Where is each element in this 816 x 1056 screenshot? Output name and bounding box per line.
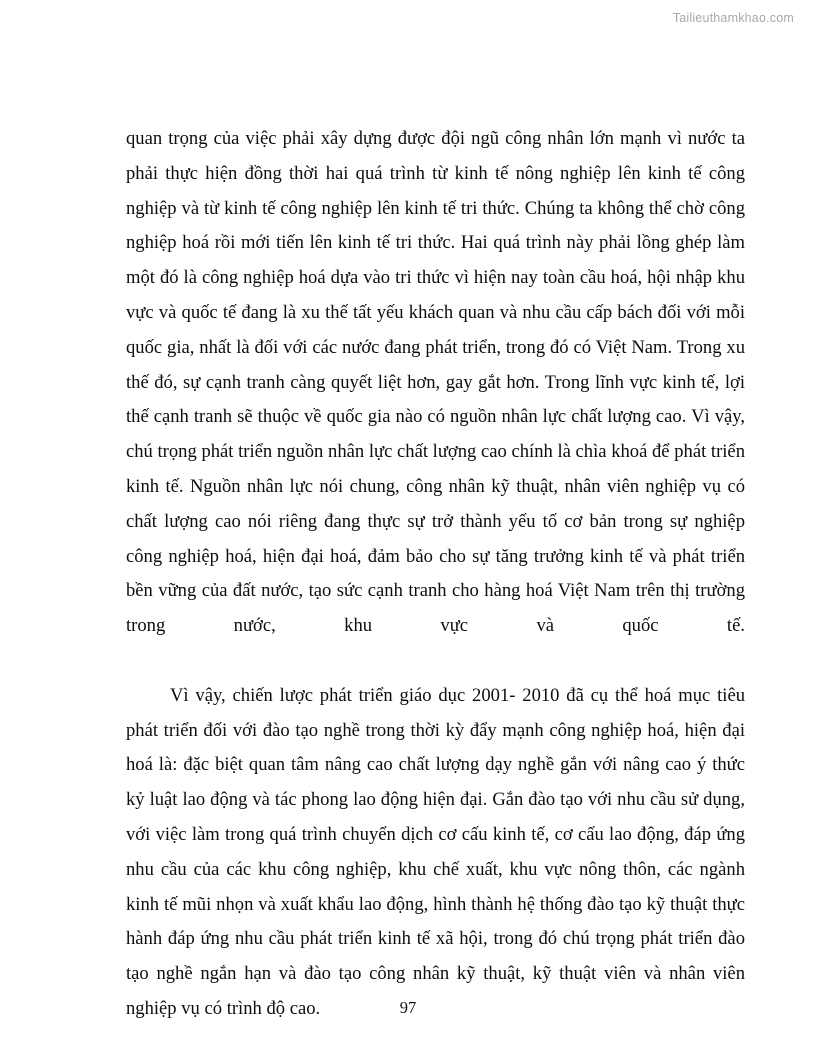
watermark-text: Tailieuthamkhao.com bbox=[672, 11, 794, 25]
body-paragraph-2: Vì vậy, chiến lược phát triển giáo dục 2001- 2010 đã cụ thể hoá mục tiêu phát triển đối với đào tạo nghề trong thời kỳ đẩy mạnh công nghiệp hoá, hiện đại hoá là: đặc biệt quan tâm nâng cao chất lượng dạy nghề gắn với nâng cao ý thức kỷ luật lao động và tác phong lao động hiện đại. Gắn đào tạo với nhu cầu sử dụng, với việc làm trong quá trình chuyển dịch cơ cấu kinh tế, cơ cấu lao động, đáp ứng nhu cầu của các khu công nghiệp, khu chế xuất, khu vực nông thôn, các ngành kinh tế mũi nhọn và xuất khẩu lao động, hình thành hệ thống đào tạo kỹ thuật thực hành đáp ứng nhu cầu phát triển kinh tế xã hội, trong đó chú trọng phát triển đào tạo nghề ngắn hạn và đào tạo công nhân kỹ thuật, kỹ thuật viên và nhân viên nghiệp vụ có trình độ cao. bbox=[126, 684, 745, 1019]
document-text-body bbox=[126, 122, 745, 1027]
body-paragraph-1: quan trọng của việc phải xây dựng được đội ngũ công nhân lớn mạnh vì nước ta phải thực hiện đồng thời hai quá trình từ kinh tế nông nghiệp lên kinh tế công nghiệp và từ kinh tế công nghiệp lên kinh tế tri thức. Chúng ta không thể chờ công nghiệp hoá rồi mới tiến lên kinh tế tri thức. Hai quá trình này phải lồng ghép làm một đó là công nghiệp hoá dựa vào tri thức vì hiện nay toàn cầu hoá, hội nhập khu vực và quốc tế đang là xu thế tất yếu khách quan và nhu cầu cấp bách đối với mỗi quốc gia, nhất là đối với các nước đang phát triển, trong đó có Việt Nam. Trong xu thế đó, sự cạnh tranh càng quyết liệt hơn, gay gắt hơn. Trong lĩnh vực kinh tế, lợi thế cạnh tranh sẽ thuộc về quốc gia nào có nguồn nhân lực chất lượng cao. Vì vậy, chú trọng phát triển nguồn nhân lực chất lượng cao chính là chìa khoá để phát triển kinh tế. Nguồn nhân lực nói chung, công nhân kỹ thuật, nhân viên nghiệp vụ có chất lượng cao nói riêng đang thực sự trở thành yếu tố cơ bản trong sự nghiệp công nghiệp hoá, hiện đại hoá, đảm bảo cho sự tăng trưởng kinh tế và phát triển bền vững của đất nước, tạo sức cạnh tranh cho hàng hoá Việt Nam trên thị trường trong nước, khu vực và quốc tế. bbox=[126, 128, 745, 637]
page-number: 97 bbox=[399, 998, 417, 1017]
